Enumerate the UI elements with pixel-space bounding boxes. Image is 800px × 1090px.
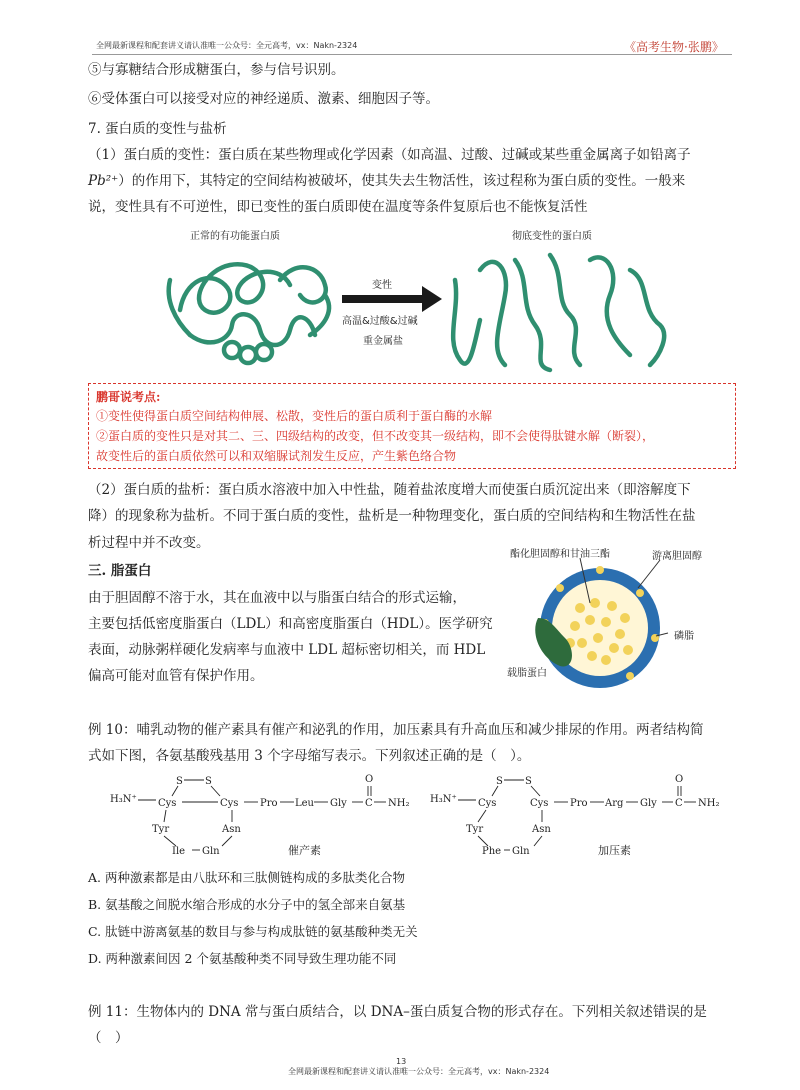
header-divider — [92, 54, 732, 55]
normal-protein-caption: 正常的有功能蛋白质 — [190, 231, 280, 242]
exam-point-title: 鹏哥说考点: — [96, 390, 161, 404]
vasopressin-s1: S — [496, 776, 503, 787]
oxytocin-s1: S — [176, 776, 183, 787]
label-apolipoprotein: 载脂蛋白 — [507, 668, 547, 679]
oxytocin-o: O — [365, 774, 374, 785]
vasopressin-gln: Gln — [512, 846, 530, 857]
example-11-line-1: 例 11：生物体内的 DNA 常与蛋白质结合，以 DNA–蛋白质复合物的形式存在。下列相关叙述错误的是 — [88, 1004, 707, 1020]
salting-out-line-2: 降）的现象称为盐析。不同于蛋白质的变性，盐析是一种物理变化，蛋白质的空间结构和生物活性在盐 — [88, 508, 696, 524]
example-10-line-2: 式如下图，各氨基酸残基用 3 个字母缩写表示。下列叙述正确的是（ ）。 — [88, 748, 531, 764]
oxytocin-asn: Asn — [222, 824, 241, 835]
arrow-head-icon — [422, 286, 442, 312]
vasopressin-pro: Pro — [570, 798, 588, 809]
header-title: 《高考生物·张鹏》 — [624, 40, 724, 54]
arrow-shaft — [342, 295, 422, 303]
vasopressin-cys1: Cys — [478, 798, 497, 809]
vasopressin-c: C — [675, 798, 683, 809]
oxytocin-gln: Gln — [202, 846, 220, 857]
oxytocin-cys1: Cys — [158, 798, 177, 809]
vasopressin-nterm: H₃N⁺ — [430, 794, 457, 805]
section-7-title: 7. 蛋白质的变性与盐析 — [88, 121, 227, 137]
lead-ion: Pb²⁺ — [88, 173, 119, 189]
arrow-label-heavy-metal: 重金属盐 — [363, 336, 403, 347]
oxytocin-c: C — [365, 798, 373, 809]
vasopressin-cys2: Cys — [530, 798, 549, 809]
oxytocin-leu: Leu — [295, 798, 314, 809]
salting-out-line-1: （2）蛋白质的盐析：蛋白质水溶液中加入中性盐，随着盐浓度增大而使蛋白质沉淀出来（即溶解度下 — [88, 482, 691, 498]
oxytocin-nterm: H₃N⁺ — [110, 794, 137, 805]
denaturation-line-1: （1）蛋白质的变性：蛋白质在某些物理或化学因素（如高温、过酸、过碱或某些重金属离子如铅离子 — [88, 147, 691, 163]
lipoprotein-line-1: 由于胆固醇不溶于水，其在血液中以与脂蛋白结合的形式运输， — [88, 590, 466, 606]
item-5: ⑤与寡糖结合形成糖蛋白，参与信号识别。 — [88, 62, 345, 78]
oxytocin-ile: Ile — [172, 846, 186, 857]
peptide-structures — [110, 770, 740, 860]
label-phospholipid: 磷脂 — [674, 631, 694, 642]
lipoprotein-line-3: 表面，动脉粥样硬化发病率与血液中 LDL 超标密切相关，而 HDL — [88, 642, 486, 658]
vasopressin-asn: Asn — [532, 824, 551, 835]
exam-point-line-2: ②蛋白质的变性只是对其二、三、四级结构的改变，但不改变其一级结构，即不会使得肽键水解（断裂）， — [96, 429, 655, 443]
lipoprotein-line-4: 偏高可能对血管有保护作用。 — [88, 668, 264, 684]
arrow-label-conditions: 高温&过酸&过碱 — [342, 316, 418, 327]
vasopressin-gly: Gly — [640, 798, 657, 809]
denatured-protein-caption: 彻底变性的蛋白质 — [512, 231, 592, 242]
option-a[interactable]: A. 两种激素都是由八肽环和三肽侧链构成的多肽类化合物 — [88, 870, 405, 885]
arrow-label-denature: 变性 — [372, 280, 392, 291]
exam-point-line-1: ①变性使得蛋白质空间结构伸展、松散，变性后的蛋白质利于蛋白酶的水解 — [96, 409, 493, 423]
denaturation-figure — [160, 240, 680, 380]
example-11-line-2: （ ） — [88, 1030, 129, 1046]
lipoprotein-line-2: 主要包括低密度脂蛋白（LDL）和高密度脂蛋白（HDL）。医学研究 — [88, 616, 493, 632]
option-b[interactable]: B. 氨基酸之间脱水缩合形成的水分子中的氢全部来自氨基 — [88, 897, 406, 912]
oxytocin-cys2: Cys — [220, 798, 239, 809]
footer-note: 全网最新课程和配套讲义请认准唯一公众号：全元高考，vx：Nakn-2324 — [288, 1067, 550, 1076]
vasopressin-phe: Phe — [482, 846, 502, 857]
oxytocin-s2: S — [205, 776, 212, 787]
oxytocin-tyr: Tyr — [152, 824, 170, 835]
denaturation-line-2: Pb²⁺）的作用下，其特定的空间结构被破坏，使其失去生物活性，该过程称为蛋白质的变性。一般来 — [88, 173, 686, 189]
label-esterified-cholesterol: 酯化胆固醇和甘油三酯 — [510, 549, 610, 560]
section-3-title: 三. 脂蛋白 — [88, 563, 152, 579]
salting-out-line-3: 析过程中并不改变。 — [88, 535, 210, 551]
denatured-protein-icon — [453, 255, 664, 370]
pointer-cholesterol — [638, 560, 660, 588]
oxytocin-gly: Gly — [330, 798, 347, 809]
folded-protein-icon — [169, 264, 329, 363]
label-free-cholesterol: 游离胆固醇 — [652, 551, 702, 562]
vasopressin-name: 加压素 — [598, 844, 631, 857]
example-10-line-1: 例 10：哺乳动物的催产素具有催产和泌乳的作用，加压素具有升高血压和减少排尿的作用。两者结构简 — [88, 722, 704, 738]
vasopressin-tyr: Tyr — [466, 824, 484, 835]
exam-point-line-3: 故变性后的蛋白质依然可以和双缩脲试剂发生反应，产生紫色络合物 — [96, 449, 457, 463]
oxytocin-name: 催产素 — [288, 844, 321, 857]
vasopressin-o: O — [675, 774, 684, 785]
vasopressin-arg: Arg — [605, 798, 624, 809]
vasopressin-s2: S — [525, 776, 532, 787]
option-c[interactable]: C. 肽链中游离氨基的数目与参与构成肽链的氨基酸种类无关 — [88, 924, 418, 939]
item-6: ⑥受体蛋白可以接受对应的神经递质、激素、细胞因子等。 — [88, 91, 439, 107]
header-note: 全网最新课程和配套讲义请认准唯一公众号：全元高考，vx：Nakn-2324 — [96, 41, 358, 50]
vasopressin-nh2: NH₂ — [698, 798, 720, 809]
page-number: 13 — [396, 1057, 407, 1066]
oxytocin-pro: Pro — [260, 798, 278, 809]
option-d[interactable]: D. 两种激素间因 2 个氨基酸种类不同导致生理功能不同 — [88, 951, 397, 966]
denaturation-line-3: 说，变性具有不可逆性，即已变性的蛋白质即使在温度等条件复原后也不能恢复活性 — [88, 199, 588, 215]
oxytocin-nh2: NH₂ — [388, 798, 410, 809]
